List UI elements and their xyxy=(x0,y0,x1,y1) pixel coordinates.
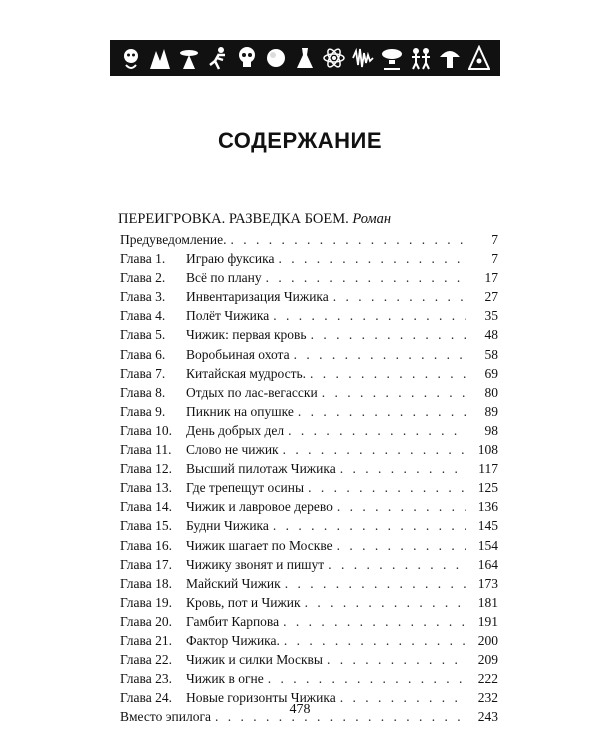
toc-entry-label xyxy=(120,423,284,439)
zeppelin-icon xyxy=(381,45,403,71)
toc-chapter-number: Глава 6. xyxy=(120,346,166,362)
dot-leader xyxy=(278,251,466,267)
toc-chapter-title: Отдых по лас-вегасски xyxy=(186,384,318,400)
toc-chapter-title: Новые горизонты Чижика xyxy=(186,690,336,706)
toc-page-number: 154 xyxy=(477,537,498,553)
dot-leader xyxy=(328,557,466,573)
toc-chapter-title: Кровь, пот и Чижик xyxy=(186,594,301,610)
header-banner xyxy=(110,40,500,76)
dot-leader xyxy=(310,366,466,382)
toc-entry[interactable] xyxy=(120,404,498,423)
page-number: 478 xyxy=(289,702,311,717)
dot-leader xyxy=(305,595,466,611)
toc-entry[interactable] xyxy=(120,251,498,270)
toc-page-number: 209 xyxy=(477,652,498,668)
toc-chapter-number: Глава 15. xyxy=(120,518,172,534)
toc-entry-label xyxy=(120,232,227,248)
toc-page-number: 27 xyxy=(484,289,498,305)
mushroom-icon xyxy=(439,45,461,71)
toc-chapter-title: Майский Чижик xyxy=(186,575,281,591)
toc-entry[interactable] xyxy=(120,385,498,404)
toc-chapter-title: Чижику звонят и пишут xyxy=(186,556,325,572)
toc-chapter-number: Глава 11. xyxy=(120,442,172,458)
ufo-icon xyxy=(178,45,200,71)
toc-entry-label xyxy=(120,366,306,382)
toc-chapter-number: Глава 4. xyxy=(120,308,166,324)
toc-entry-label xyxy=(120,614,279,630)
toc-entry-label xyxy=(120,633,280,649)
toc-chapter-number: Глава 23. xyxy=(120,671,172,687)
toc-entry[interactable] xyxy=(120,423,498,442)
toc-chapter-title: Играю фуксика xyxy=(186,251,275,267)
toc-entry-label xyxy=(120,270,262,286)
dot-leader xyxy=(285,576,466,592)
toc-chapter-number: Глава 13. xyxy=(120,480,172,496)
dot-leader xyxy=(337,538,466,554)
toc-page-number: 7 xyxy=(491,251,498,267)
toc-entry-label xyxy=(120,308,269,324)
dot-leader xyxy=(284,633,466,649)
toc-chapter-title: Пикник на опушке xyxy=(186,403,294,419)
toc-chapter-title: Высший пилотаж Чижика xyxy=(186,461,336,477)
toc-page-number: 181 xyxy=(477,594,498,610)
toc-page-number: 191 xyxy=(477,613,498,629)
toc-entry-label xyxy=(120,557,324,573)
toc-chapter-title: Чижик в огне xyxy=(186,671,264,687)
toc-chapter-title: Всё по плану xyxy=(186,270,262,286)
toc-chapter-title: Вместо эпилога xyxy=(120,709,211,725)
dot-leader xyxy=(337,499,466,515)
toc-entry-label xyxy=(120,385,318,401)
figures-icon xyxy=(410,45,432,71)
flask-icon xyxy=(294,45,316,71)
toc-entry[interactable] xyxy=(120,270,498,289)
dot-leader xyxy=(268,671,466,687)
toc-entry-label xyxy=(120,538,333,554)
toc-chapter-title: Слово не чижик xyxy=(186,442,279,458)
toc-chapter-title: Гамбит Карпова xyxy=(186,613,280,629)
toc-chapter-title: Чижик и силки Москвы xyxy=(186,652,323,668)
atom-icon xyxy=(323,45,345,71)
toc-entry[interactable] xyxy=(120,480,498,499)
toc-page-number: 243 xyxy=(477,709,498,725)
toc-entry[interactable] xyxy=(120,652,498,671)
toc-entry[interactable] xyxy=(120,499,498,518)
toc-entry-label xyxy=(120,576,281,592)
running-figure-icon xyxy=(207,45,229,71)
toc-entry[interactable] xyxy=(120,327,498,346)
toc-page-number: 7 xyxy=(491,232,498,247)
toc-chapter-number: Глава 24. xyxy=(120,690,172,706)
toc-entry-label xyxy=(120,327,307,343)
toc-page-number: 164 xyxy=(477,556,498,572)
dot-leader xyxy=(340,461,466,477)
toc-chapter-number: Глава 2. xyxy=(120,270,166,286)
toc-chapter-number: Глава 7. xyxy=(120,365,166,381)
toc-page-number: 35 xyxy=(484,308,498,324)
toc-entry[interactable] xyxy=(120,595,498,614)
waveform-icon xyxy=(352,45,374,71)
dot-leader xyxy=(273,518,466,534)
toc-entry[interactable] xyxy=(120,366,498,385)
dot-leader xyxy=(231,232,467,248)
toc-entry[interactable] xyxy=(120,232,498,251)
table-of-contents xyxy=(120,232,498,728)
toc-page-number: 58 xyxy=(484,346,498,362)
toc-chapter-number: Глава 10. xyxy=(120,422,172,438)
toc-chapter-title: Полёт Чижика xyxy=(186,308,270,324)
toc-page-number: 117 xyxy=(478,461,498,477)
toc-entry-label xyxy=(120,442,279,458)
toc-page-number: 125 xyxy=(477,480,498,496)
toc-entry[interactable] xyxy=(120,289,498,308)
toc-entry-label xyxy=(120,499,333,515)
toc-chapter-title: Чижик и лавровое дерево xyxy=(186,499,333,515)
dot-leader xyxy=(308,480,466,496)
toc-page-number: 48 xyxy=(484,327,498,343)
toc-chapter-number: Глава 20. xyxy=(120,613,172,629)
toc-chapter-title: Чижик шагает по Москве xyxy=(186,537,333,553)
toc-chapter-number: Глава 8. xyxy=(120,384,166,400)
mountain-icon xyxy=(149,45,171,71)
toc-chapter-number: Глава 1. xyxy=(120,251,166,267)
toc-chapter-title: Китайская мудрость. xyxy=(186,365,307,381)
toc-entry-label xyxy=(120,518,269,534)
toc-chapter-title: Где трепещут осины xyxy=(186,480,305,496)
toc-entry[interactable] xyxy=(120,308,498,327)
toc-chapter-title: Фактор Чижика. xyxy=(186,632,280,648)
toc-entry-label xyxy=(120,461,336,477)
toc-chapter-number: Глава 16. xyxy=(120,537,172,553)
toc-chapter-number: Глава 14. xyxy=(120,499,172,515)
toc-entry[interactable] xyxy=(120,671,498,690)
toc-entry-label xyxy=(120,404,294,420)
toc-page-number: 145 xyxy=(477,518,498,534)
toc-chapter-number: Глава 5. xyxy=(120,327,166,343)
toc-chapter-number: Глава 9. xyxy=(120,403,166,419)
toc-entry[interactable] xyxy=(120,538,498,557)
toc-page-number: 222 xyxy=(477,671,498,687)
toc-entry-label xyxy=(120,480,304,496)
page-title: СОДЕРЖАНИЕ xyxy=(217,128,383,153)
toc-page-number: 108 xyxy=(477,442,498,458)
sphere-icon xyxy=(265,45,287,71)
toc-entry[interactable] xyxy=(120,347,498,366)
dot-leader xyxy=(273,308,466,324)
toc-page-number: 17 xyxy=(484,270,498,286)
face-icon xyxy=(120,45,142,71)
dot-leader xyxy=(327,652,466,668)
toc-chapter-number: Глава 12. xyxy=(120,461,172,477)
toc-entry[interactable] xyxy=(120,576,498,595)
toc-entry[interactable] xyxy=(120,633,498,652)
toc-entry-label xyxy=(120,347,290,363)
toc-page-number: 136 xyxy=(477,499,498,515)
dot-leader xyxy=(266,270,466,286)
toc-chapter-number: Глава 17. xyxy=(120,556,172,572)
toc-entry[interactable] xyxy=(120,442,498,461)
toc-page-number: 98 xyxy=(484,422,498,438)
toc-chapter-number: Глава 19. xyxy=(120,594,172,610)
section-heading xyxy=(118,211,391,228)
toc-page-number: 80 xyxy=(484,384,498,400)
toc-chapter-title: Инвентаризация Чижика xyxy=(186,289,329,305)
toc-chapter-number: Глава 22. xyxy=(120,652,172,668)
dot-leader xyxy=(298,404,466,420)
toc-chapter-title: Будни Чижика xyxy=(186,518,269,534)
eye-triangle-icon xyxy=(468,45,490,71)
toc-entry-label xyxy=(120,671,264,687)
toc-entry[interactable] xyxy=(120,614,498,633)
dot-leader xyxy=(294,347,466,363)
toc-page-number: 69 xyxy=(484,365,498,381)
toc-chapter-title: Чижик: первая кровь xyxy=(186,327,307,343)
toc-chapter-number: Глава 21. xyxy=(120,632,172,648)
toc-entry[interactable] xyxy=(120,461,498,480)
toc-page-number: 173 xyxy=(477,575,498,591)
dot-leader xyxy=(322,385,466,401)
section-title: ПЕРЕИГРОВКА. РАЗВЕДКА БОЕМ. xyxy=(118,211,349,227)
dot-leader xyxy=(333,289,466,305)
toc-entry-label xyxy=(120,251,274,267)
toc-page-number: 200 xyxy=(477,632,498,648)
skull-icon xyxy=(236,45,258,71)
toc-entry[interactable] xyxy=(120,518,498,537)
toc-page-number: 232 xyxy=(477,690,498,706)
dot-leader xyxy=(283,442,466,458)
dot-leader xyxy=(311,327,466,343)
toc-chapter-title: День добрых дел xyxy=(186,422,285,438)
dot-leader xyxy=(283,614,466,630)
toc-entry-label xyxy=(120,595,301,611)
toc-page-number: 89 xyxy=(484,403,498,419)
toc-entry[interactable] xyxy=(120,557,498,576)
section-genre: Роман xyxy=(352,211,392,227)
toc-chapter-number: Глава 18. xyxy=(120,575,172,591)
toc-chapter-number: Глава 3. xyxy=(120,289,166,305)
toc-entry-label xyxy=(120,652,323,668)
toc-entry-label xyxy=(120,289,329,305)
toc-chapter-title: Предуведомление. xyxy=(120,232,227,247)
toc-chapter-title: Воробьиная охота xyxy=(186,346,290,362)
dot-leader xyxy=(288,423,466,439)
